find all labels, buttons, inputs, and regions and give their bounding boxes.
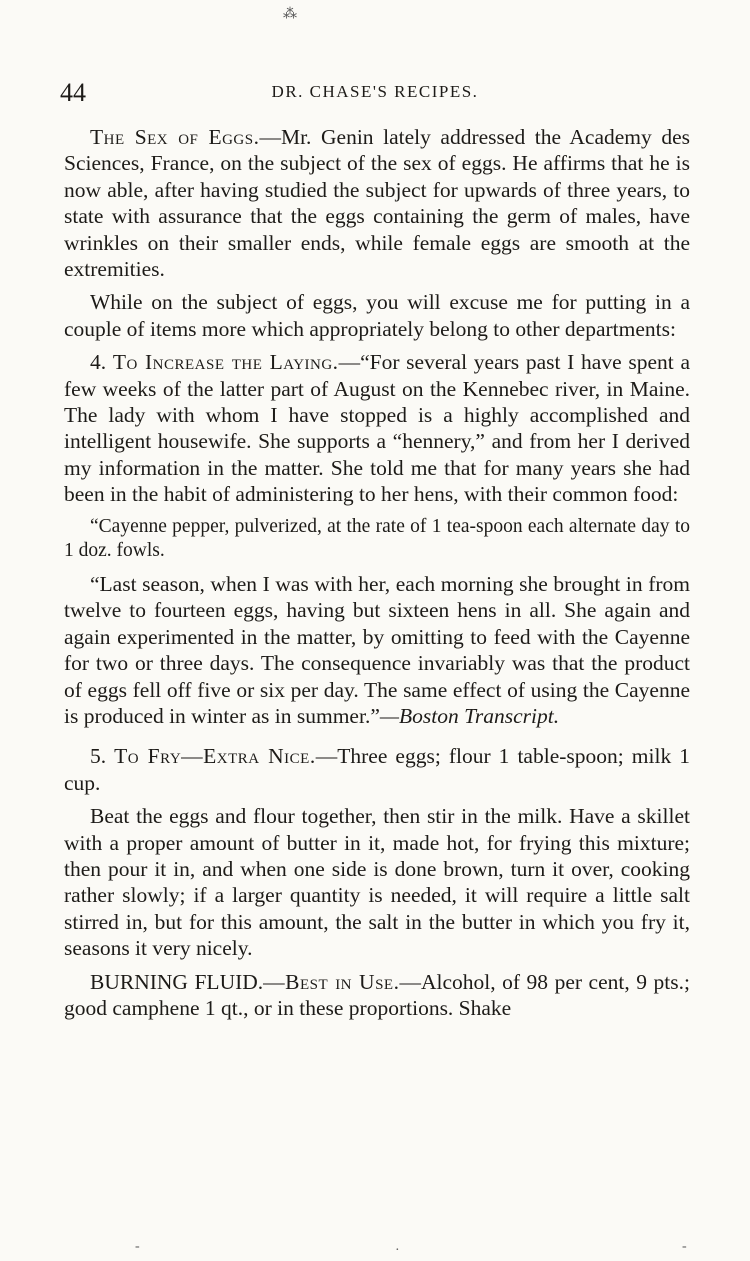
paragraph-text: While on the subject of eggs, you will excuse me for putting in a couple of items more which appropriately belong to other departments: xyxy=(64,290,690,341)
running-head: DR. CHASE'S RECIPES. xyxy=(271,82,479,101)
paragraph-eggs-intro xyxy=(64,289,690,342)
recipe-subheading: —Best in Use. xyxy=(263,969,400,994)
recipe-heading: To Fry—Extra Nice. xyxy=(114,744,316,769)
paragraph-text: Beat the eggs and flour together, then stir in the milk. Have a skillet with a proper amount of butter in it, made hot, for frying this mixture; then pour it in, and when one side is done brown, turn it over, cooking rather slowly; if a larger quantity is needed, it will require a little salt stirred in, but for this amount, the salt in the butter in which you fry it, seasons it very nicely. xyxy=(64,804,690,961)
recipe-heading: To Increase the Laying. xyxy=(112,350,339,375)
page-body xyxy=(64,124,690,1028)
print-speck: ⁂ xyxy=(283,7,297,22)
paragraph-text: —Alcohol, of 98 per cent, 9 pts.; good camphene 1 qt., or in these proportions. Shake xyxy=(64,969,690,1020)
recipe-burning-fluid xyxy=(64,969,690,1022)
recipe-increase-laying xyxy=(64,349,690,507)
paragraph-last-season xyxy=(64,571,690,729)
recipe-heading: BURNING FLUID. xyxy=(90,969,264,994)
paragraph-fry-method xyxy=(64,803,690,961)
recipe-fry-extra-nice xyxy=(64,743,690,796)
page-header xyxy=(60,78,690,112)
source-citation: —Boston Transcript. xyxy=(379,703,560,728)
print-speck: - xyxy=(135,1239,140,1254)
section-heading: The Sex of Eggs. xyxy=(90,125,260,149)
paragraph-text: —“For several years past I have spent a few weeks of the latter part of August on the Kennebec river, in Maine. The lady with whom I have stopped is a highly accomplished and intelligent housewife. She supports a “hennery,” and from her I derived my information in the matter. She told me that for many years she had been in the habit of administering to her hens, with their common food: xyxy=(64,350,690,507)
paragraph-text: “Cayenne pepper, pulverized, at the rate of 1 tea-spoon each alternate day to 1 doz. fowls. xyxy=(64,515,690,562)
paragraph-text: —Mr. Genin lately addressed the Academy des Sciences, France, on the subject of the sex of eggs. He affirms that he is now able, after having studied the subject for upwards of three years, to state with assurance that the eggs containing the germ of males, have wrinkles on their smaller ends, while female eggs are smooth at the extremities. xyxy=(64,125,690,282)
recipe-number: 5. xyxy=(90,744,107,769)
print-speck: · xyxy=(395,1243,400,1258)
quoted-recipe xyxy=(64,515,690,564)
page-number: 44 xyxy=(60,78,86,107)
paragraph-sex-of-eggs xyxy=(64,124,690,282)
print-speck: - xyxy=(682,1239,687,1254)
paragraph-text: —Three eggs; flour 1 table-spoon; milk 1 cup. xyxy=(64,744,691,795)
recipe-number: 4. xyxy=(90,350,107,375)
paragraph-text: “Last season, when I was with her, each morning she brought in from twelve to fourteen eggs, having but sixteen hens in all. She again and again experimented in the matter, by omitting to feed with the Cayenne for two or three days. The consequence invariably was that the product of eggs fell off five or six per day. The same effect of using the Cayenne is produced in winter as in summer.” xyxy=(64,571,690,728)
